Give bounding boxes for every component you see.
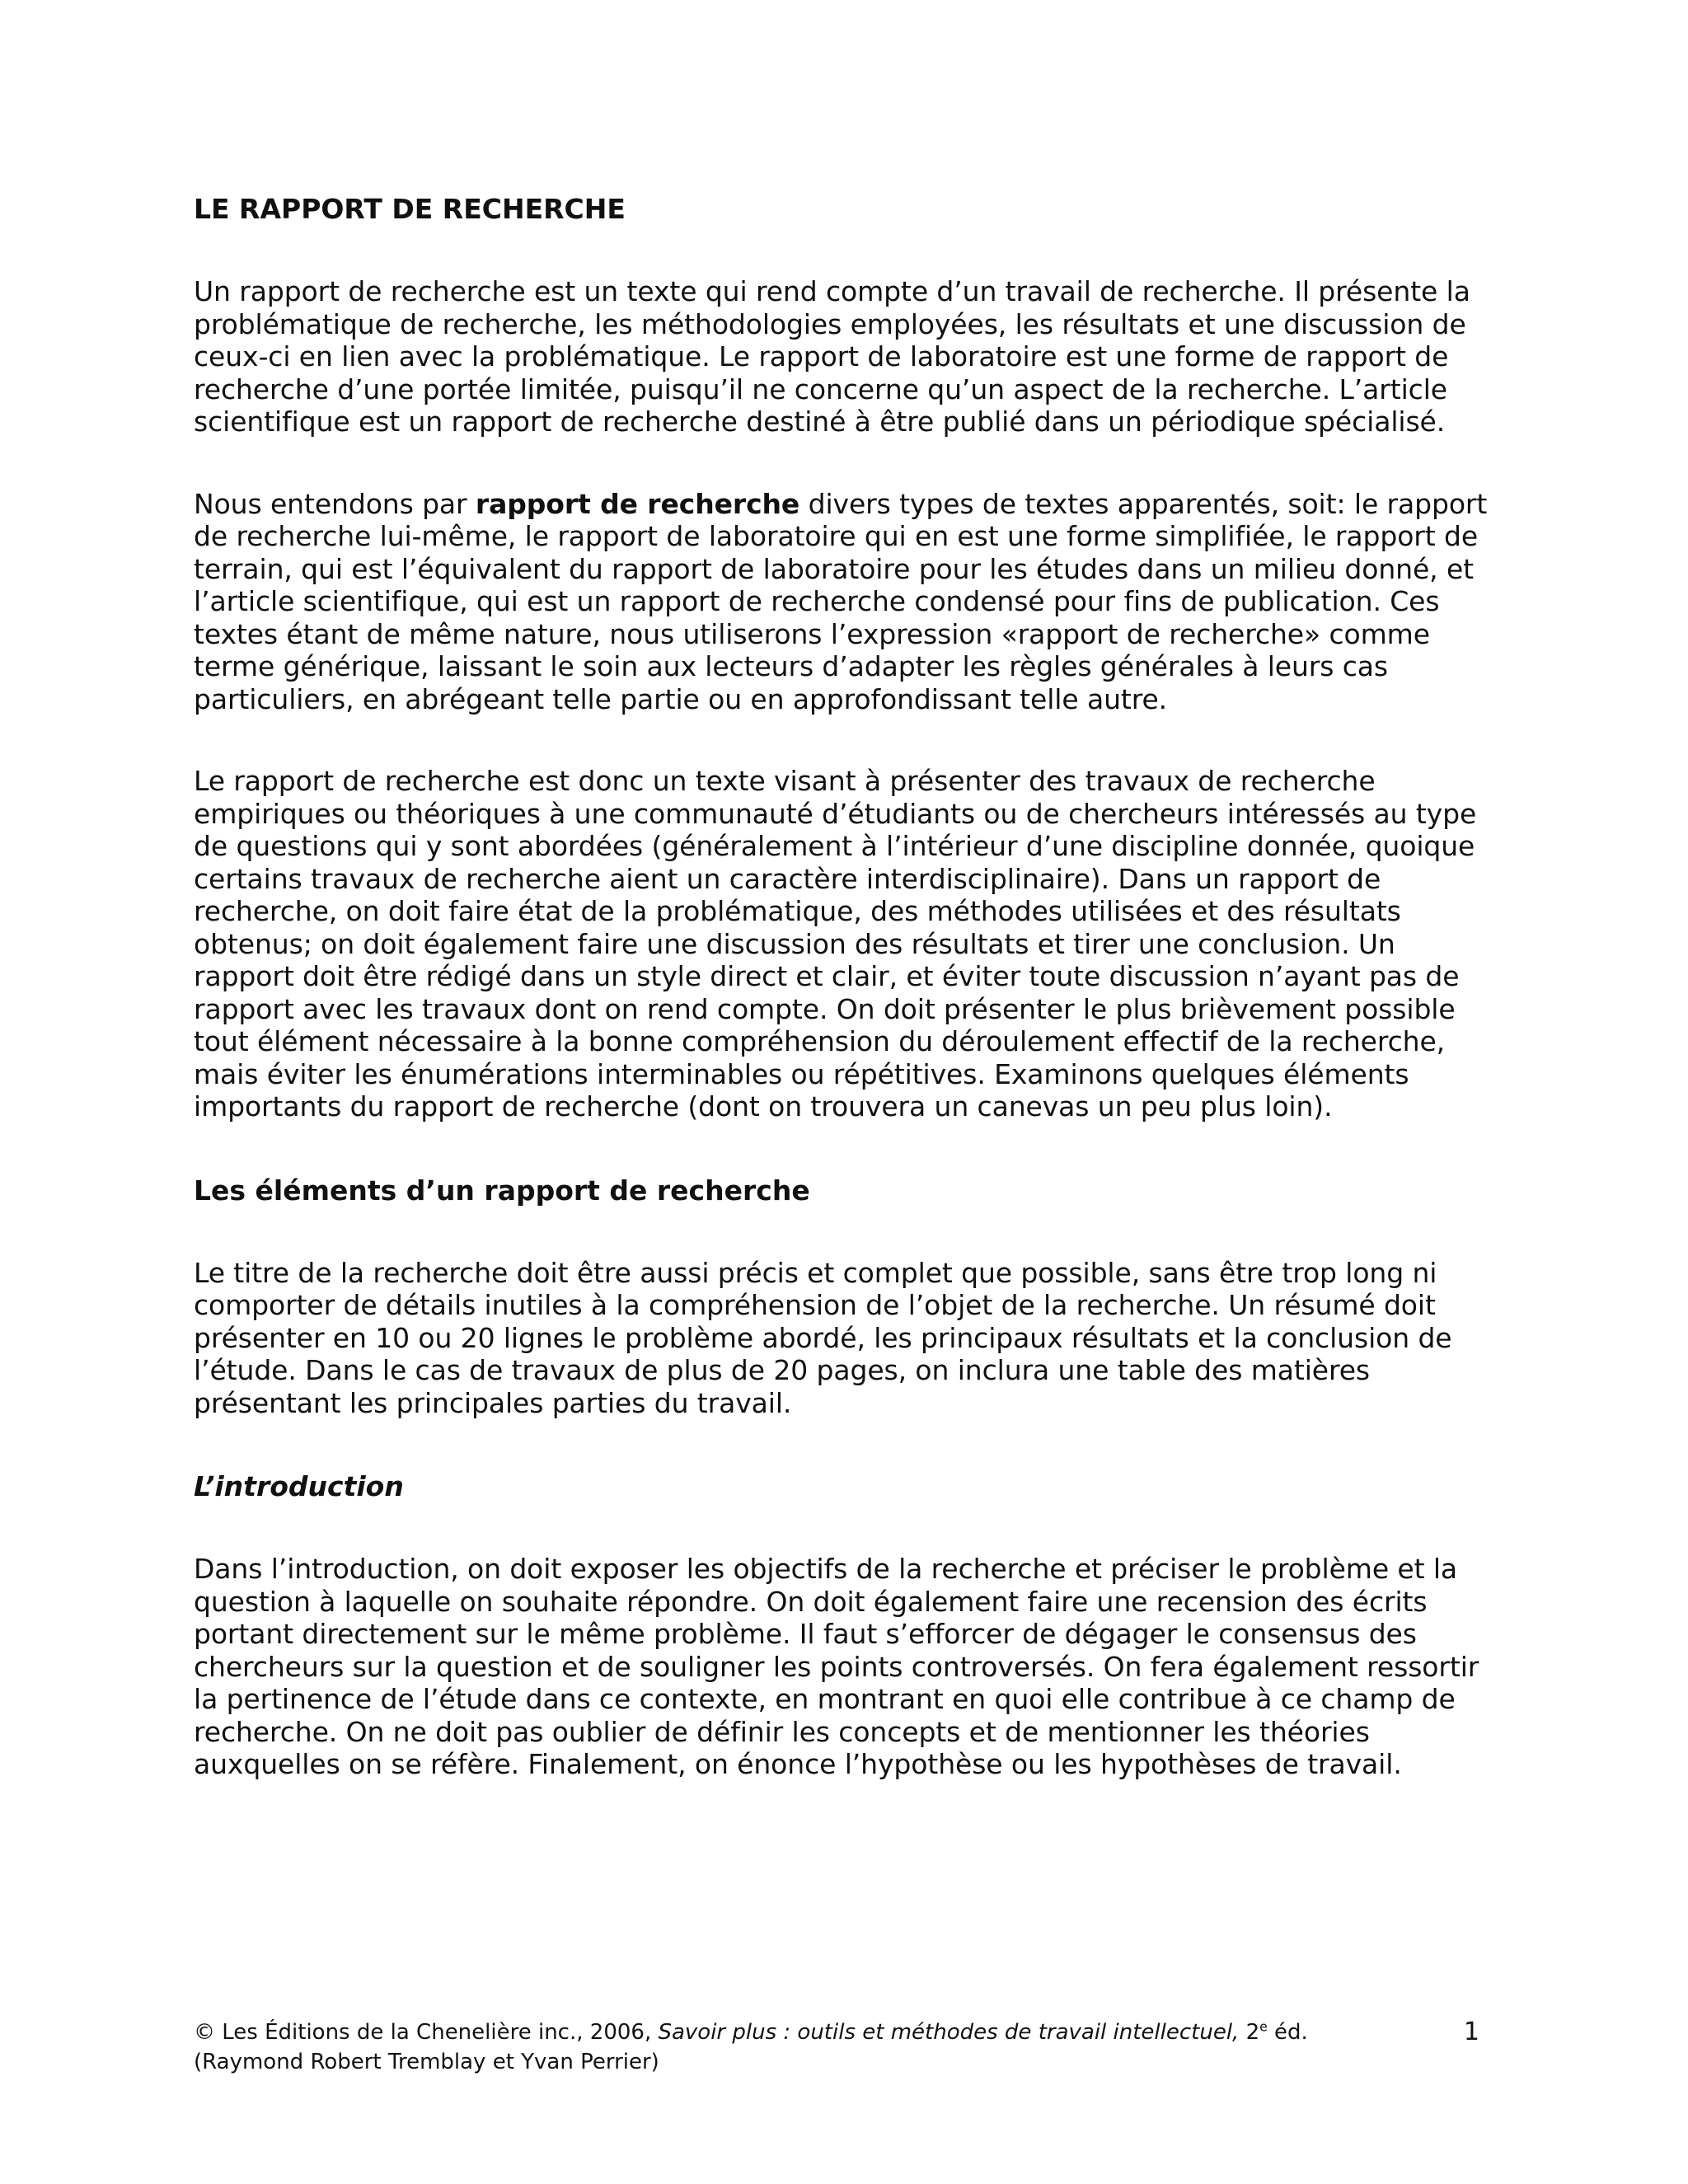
footer-authors: (Raymond Robert Tremblay et Yvan Perrier) <box>194 2050 659 2074</box>
page-number: 1 <box>1463 2018 1479 2046</box>
footer-edition-number: 2 <box>1239 2020 1260 2045</box>
section-heading: Les éléments d’un rapport de recherche <box>194 1174 810 1207</box>
intro-paragraph-1: Un rapport de recherche est un texte qui rend compte d’un travail de recherche. Il présente la problématique de recherche, les méthodologies employées, les résultats et une discussion de ceux-ci en lien avec la problématique. Le rapport de laboratoire est une forme de rapport de recherche d’une portée limitée, puisqu’il ne concerne qu’un aspect de la recherche. L’article scientifique est un rapport de recherche destiné à être publié dans un périodique spécialisé. <box>194 275 1470 438</box>
intro-paragraph-3: Le rapport de recherche est donc un texte visant à présenter des travaux de recherche empiriques ou théoriques à une communauté d’étudiants ou de chercheurs intéressés au type de questions qui y sont abordées (généralement à l’intérieur d’une discipline donnée, quoique certains travaux de recherche aient un caractère interdisciplinaire). Dans un rapport de recherche, on doit faire état de la problématique, des méthodes utilisées et des résultats obtenus; on doit également faire une discussion des résultats et tirer une conclusion. Un rapport doit être rédigé dans un style direct et clair, et éviter toute discussion n’ayant pas de rapport avec les travaux dont on rend compte. On doit présenter le plus brièvement possible tout élément nécessaire à la bonne compréhension du déroulement effectif de la recherche, mais éviter les énumérations interminables ou répétitives. Examinons quelques éléments importants du rapport de recherche (dont on trouvera un canevas un peu plus loin). <box>194 765 1477 1122</box>
intro-paragraph-2-lead: Nous entendons par <box>194 487 476 520</box>
document-title: LE RAPPORT DE RECHERCHE <box>194 193 626 225</box>
footer-copyright-line <box>194 2018 1479 2047</box>
footer-book-title: Savoir plus : outils et méthodes de travail intellectuel, <box>658 2020 1240 2045</box>
document-body <box>194 191 1496 1830</box>
page-footer <box>194 2018 1479 2077</box>
intro-paragraph-2 <box>194 488 1496 716</box>
subsection-heading: L’introduction <box>194 1470 404 1502</box>
section-paragraph: Le titre de la recherche doit être aussi précis et complet que possible, sans être trop long ni comporter de détails inutiles à la compréhension de l’objet de la recherche. Un résumé doit présenter en 10 ou 20 lignes le problème abordé, les principaux résultats et la conclusion de l’étude. Dans le cas de travaux de plus de 20 pages, on inclura une table des matières présentant les principales parties du travail. <box>194 1256 1452 1419</box>
intro-paragraph-2-rest: divers types de textes apparentés, soit: le rapport de recherche lui-même, le rapport de laboratoire qui en est une forme simplifiée, le rapport de terrain, qui est l’équivalent du rapport de laboratoire pour les études dans un milieu donné, et l’article scientifique, qui est un rapport de recherche condensé pour fins de publication. Ces textes étant de même nature, nous utiliserons l’expression «rapport de recherche» comme terme générique, laissant le soin aux lecteurs d’adapter les règles générales à leurs cas particuliers, en abrégeant telle partie ou en approfondissant telle autre. <box>194 487 1488 715</box>
footer-copyright-prefix: © Les Éditions de la Chenelière inc., 2006, <box>194 2020 659 2045</box>
footer-edition-sup: e <box>1259 2019 1268 2035</box>
intro-paragraph-2-bold-term: rapport de recherche <box>475 487 800 520</box>
subsection-paragraph: Dans l’introduction, on doit exposer les objectifs de la recherche et préciser le problème et la question à laquelle on souhaite répondre. On doit également faire une recension des écrits portant directement sur le même problème. Il faut s’efforcer de dégager le consensus des chercheurs sur la question et de souligner les points controversés. On fera également ressortir la pertinence de l’étude dans ce contexte, en montrant en quoi elle contribue à ce champ de recherche. On ne doit pas oublier de définir les concepts et de mentionner les théories auxquelles on se réfère. Finalement, on énonce l’hypothèse ou les hypothèses de travail. <box>194 1553 1479 1780</box>
footer-edition-suffix: éd. <box>1267 2020 1308 2045</box>
